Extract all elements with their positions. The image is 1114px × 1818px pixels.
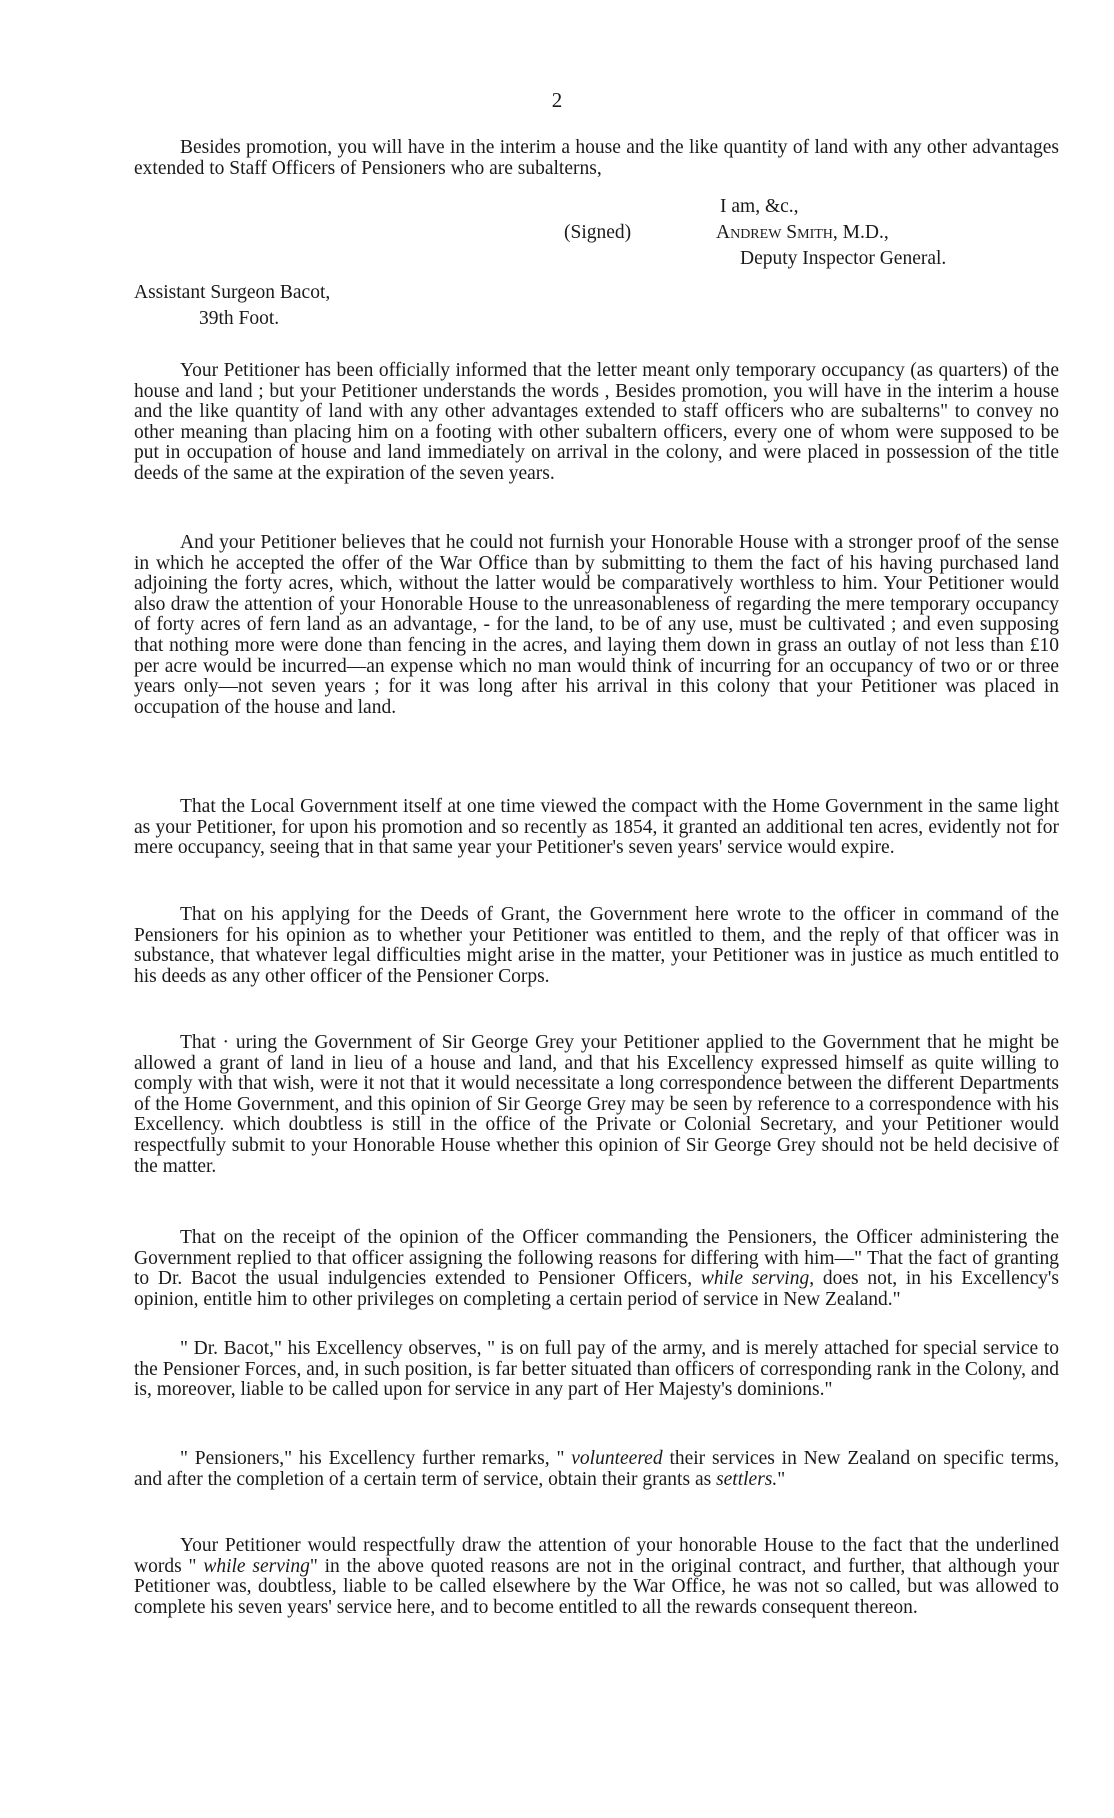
paragraph-8-italic-2: settlers. [716, 1468, 778, 1490]
paragraph-8-text [134, 1449, 1059, 1490]
signature-name: Andrew Smith, M.D., [716, 222, 889, 243]
paragraph-5-text: That · uring the Government of Sir George Grey your Petitioner applied to the Government that he might be allowed a grant of land in lieu of a house and land, and that his Excellency expressed himself as quite willing to comply with that wish, were it not that it would necessitate a long correspondence between the different Departments of the Home Government, and this opinion of Sir George Grey may be seen by reference to a correspondence with his Excellency. which doubtless is still in the office of the Private or Colonial Secretary, and your Petitioner would respectfully submit to your Honorable House whether this opinion of Sir George Grey should not be held decisive of the matter. [134, 1032, 1059, 1177]
opening-text: Besides promotion, you will have in the interim a house and the like quantity of land with any other advantages extended to Staff Officers of Pensioners who are subalterns, [134, 137, 1059, 179]
paragraph-8-italic-1: volunteered [571, 1448, 663, 1469]
paragraph-6 [134, 1228, 1059, 1310]
paragraph-3-text: That the Local Government itself at one time viewed the compact with the Home Government in the same light as your Petitioner, for upon his promotion and so recently as 1854, it granted an additional ten acres, evidently not for mere occupancy, seeing that in that same year your Petitioner's seven years' service would expire. [134, 796, 1059, 859]
paragraph-6-italic: while serving [700, 1268, 810, 1290]
paragraph-9-text [134, 1536, 1059, 1618]
paragraph-7 [134, 1339, 1059, 1401]
paragraph-9 [134, 1536, 1059, 1618]
paragraph-2-text: And your Petitioner believes that he could not furnish your Honorable House with a stronger proof of the sense in which he accepted the offer of the War Office than by submitting to them the fact of his having purchased land adjoining the forty acres, which, without the latter would be comparatively worthless to him. Your Petitioner would also draw the attention of your Honorable House to the unreasonableness of regarding the mere temporary occupancy of forty acres of fern land as an advantage, - for the land, to be of any use, must be cultivated ; and even supposing that nothing more were done than fencing in the acres, and laying them down in grass an outlay of not less than £10 per acre would be incurred—an expense which no man would think of incurring for an occupancy of two or or three years only—not seven years ; for it was long after his arrival in this colony that your Petitioner was placed in occupation of the house and land. [134, 532, 1059, 718]
paragraph-4 [134, 905, 1059, 987]
paragraph-8-part-b: their services in New Zealand on specific terms, and after the completion of a certain term of service, obtain their grants as [134, 1448, 1059, 1490]
paragraph-8 [134, 1449, 1059, 1490]
paragraph-9-italic: while serving [203, 1555, 310, 1577]
addressee-line1: Assistant Surgeon Bacot, [134, 282, 331, 303]
paragraph-2 [134, 533, 1059, 718]
paragraph-1-text: Your Petitioner has been officially informed that the letter meant only temporary occupancy (as quarters) of the house and land ; but your Petitioner understands the words , Besides promotion, you will have in the interim a house and the like quantity of land with any other advantages extended to staff officers who are subalterns" to convey no other meaning than placing him on a footing with other subaltern officers, every one of whom were supposed to be put in occupation of house and land immediately on arrival in the colony, and were placed in possession of the title deeds of the same at the expiration of the seven years. [134, 360, 1059, 484]
signature-title: Deputy Inspector General. [740, 248, 947, 269]
paragraph-9-part-b: " in the above quoted reasons are not in the original contract, and further, that although your Petitioner was, doubtless, liable to be called elsewhere by the War Office, he was not so called, but was allowed to complete his seven years' service here, and to become entitled to all the rewards consequent thereon. [134, 1555, 1060, 1618]
signature-signed-label: (Signed) [564, 222, 632, 243]
paragraph-3 [134, 797, 1059, 859]
paragraph-1 [134, 361, 1059, 485]
paragraph-7-text: " Dr. Bacot," his Excellency observes, " is on full pay of the army, and is merely attached for special service to the Pensioner Forces, and, in such position, is far better situated than officers of corresponding rank in the Colony, and is, moreover, liable to be called upon for service in any part of Her Majesty's dominions." [134, 1338, 1059, 1401]
paragraph-4-text: That on his applying for the Deeds of Grant, the Government here wrote to the officer in command of the Pensioners for his opinion as to whether your Petitioner was entitled to them, and the reply of that officer was in substance, that whatever legal difficulties might arise in the matter, your Petitioner was in justice as much entitled to his deeds as any other officer of the Pensioner Corps. [134, 904, 1059, 987]
opening-paragraph [134, 138, 1059, 179]
paragraph-9-part-a: Your Petitioner would respectfully draw the attention of your honorable House to the fact that the underlined words " [134, 1535, 1059, 1577]
paragraph-6-text [134, 1228, 1059, 1310]
page-number: 2 [551, 88, 563, 112]
paragraph-6-part-a: That on the receipt of the opinion of the Officer commanding the Pensioners, the Officer administering the Government replied to that officer assigning the following reasons for differing with him—" That the fact of granting to Dr. Bacot the usual indulgencies extended to Pensioner Officers, [134, 1227, 1059, 1290]
paragraph-6-part-b: , does not, in his Excellency's opinion, entitle him to other privileges on completing a certain period of service in New Zealand." [134, 1268, 1059, 1310]
addressee-line2: 39th Foot. [199, 308, 280, 329]
signature-closing: I am, &c., [720, 196, 799, 217]
paragraph-8-part-c: " [777, 1468, 786, 1490]
paragraph-8-part-a: " Pensioners," his Excellency further remarks, " [180, 1448, 572, 1469]
paragraph-5 [134, 1033, 1059, 1177]
